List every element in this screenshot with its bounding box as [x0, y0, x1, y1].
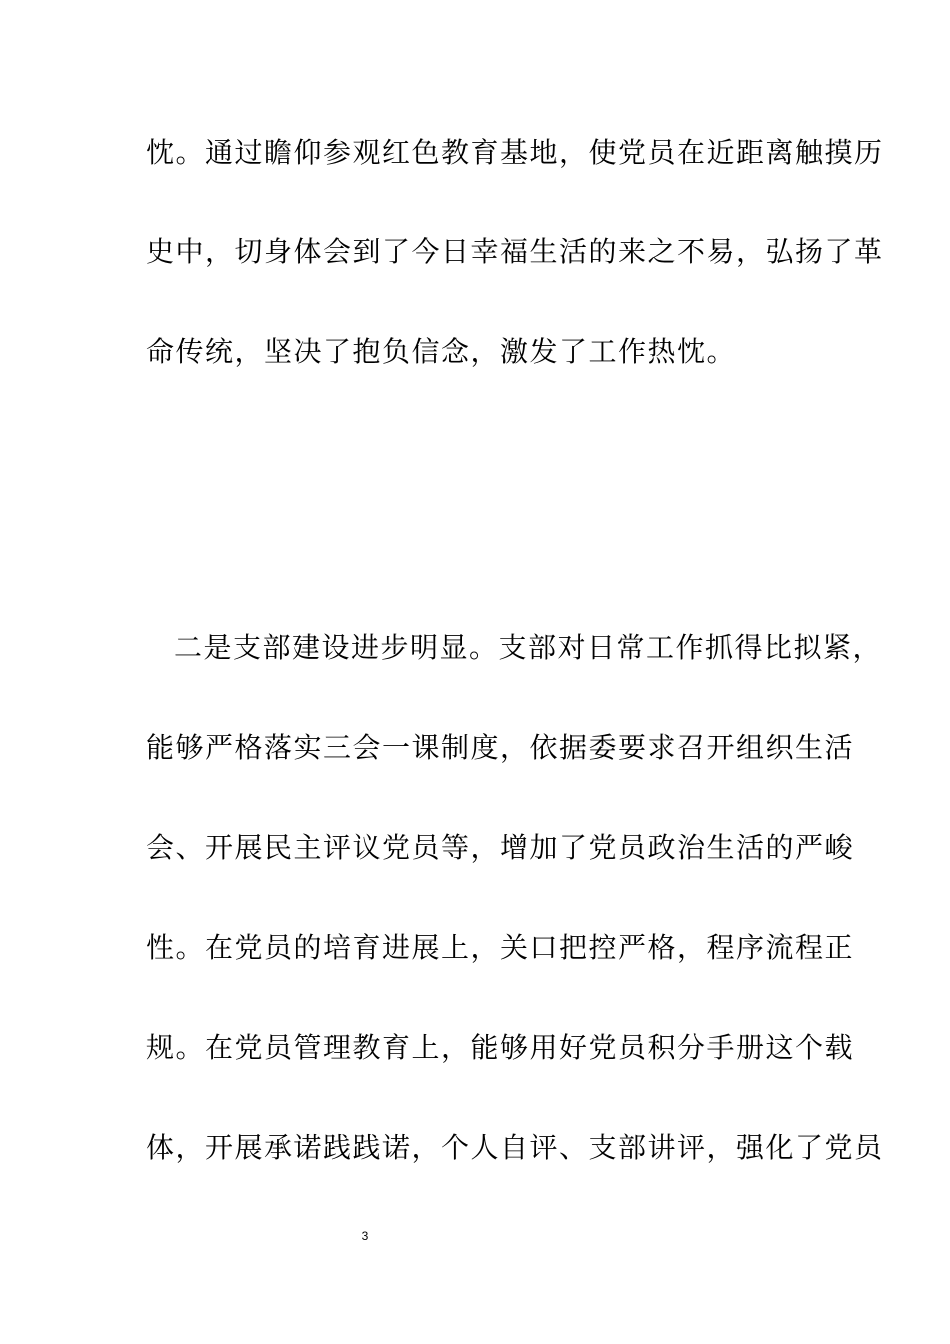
paragraph-2-line-6: 体，开展承诺践践诺，个人自评、支部讲评，强化了党员	[146, 1131, 884, 1164]
paragraph-1-line-1: 忱。通过瞻仰参观红色教育基地，使党员在近距离触摸历	[146, 136, 884, 169]
paragraph-2-line-3: 会、开展民主评议党员等，增加了党员政治生活的严峻	[146, 831, 855, 864]
paragraph-2-line-1: 二是支部建设进步明显。支部对日常工作抓得比拟紧，	[174, 631, 883, 664]
paragraph-2-line-5: 规。在党员管理教育上，能够用好党员积分手册这个载	[146, 1031, 855, 1064]
paragraph-2-line-4: 性。在党员的培育进展上，关口把控严格，程序流程正	[146, 931, 855, 964]
page-number: 3	[361, 1229, 369, 1243]
paragraph-1-line-3: 命传统，坚决了抱负信念，激发了工作热忱。	[146, 335, 737, 368]
paragraph-1-line-2: 史中，切身体会到了今日幸福生活的来之不易，弘扬了革	[146, 235, 884, 268]
paragraph-2-line-2: 能够严格落实三会一课制度，依据委要求召开组织生活	[146, 731, 855, 764]
